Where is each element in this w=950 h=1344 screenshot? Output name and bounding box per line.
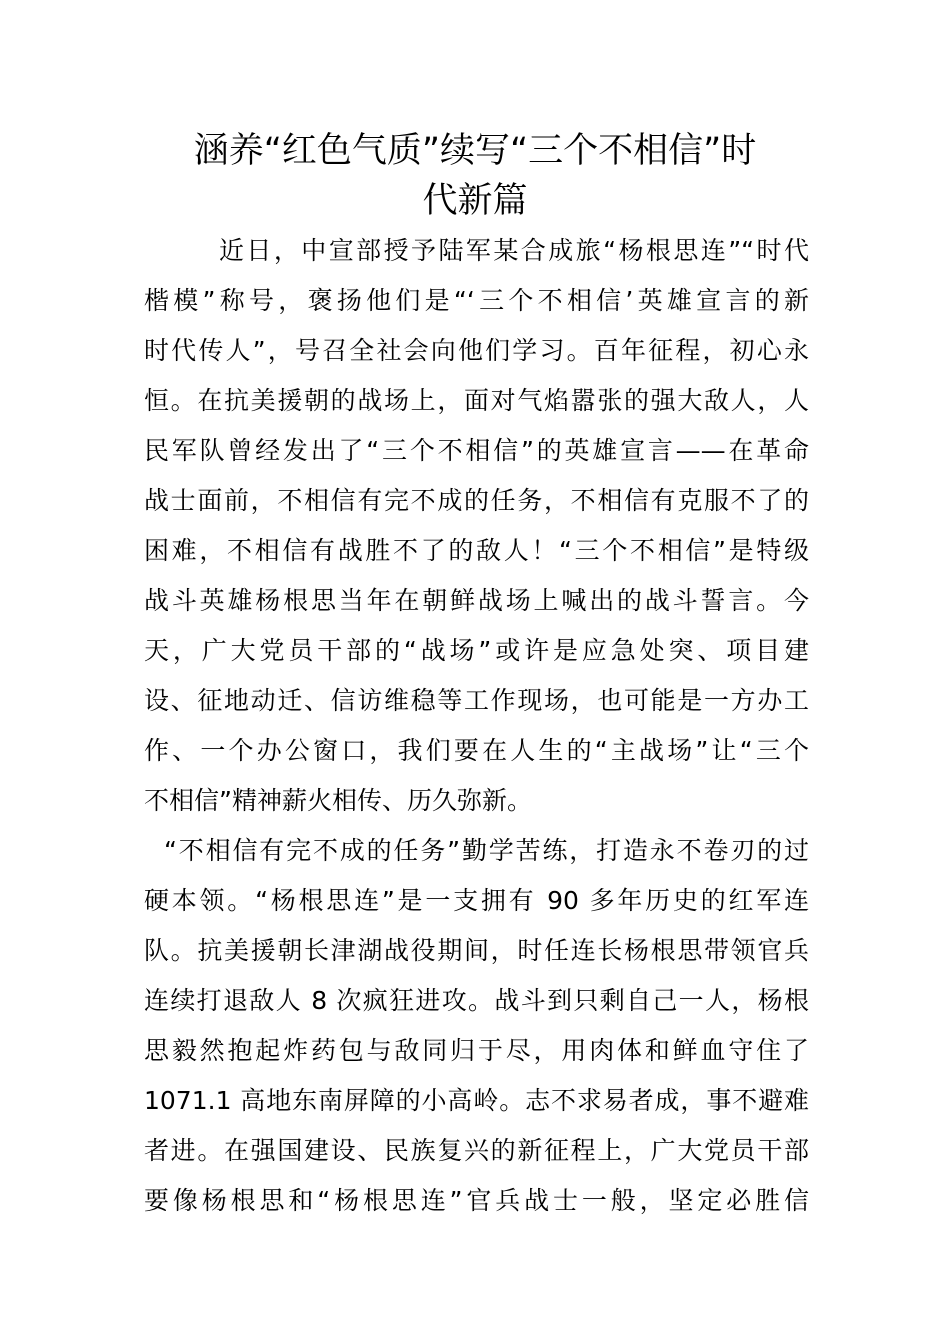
document-body [144,226,809,1226]
paragraph-1 [144,226,809,826]
text-line: 硬本领。“杨根思连”是一支拥有 90 多年历史的红军连 [144,886,809,915]
text-line: 者进。在强国建设、民族复兴的新征程上，广大党员干部 [144,1136,809,1165]
text-line: 天，广大党员干部的“战场”或许是应急处突、项目建 [144,636,809,665]
text-line: 连续打退敌人 8 次疯狂进攻。战斗到只剩自己一人，杨根 [144,986,809,1015]
text-line: 困难，不相信有战胜不了的敌人！“三个不相信”是特级 [144,536,809,565]
text-line: 要像杨根思和“杨根思连”官兵战士一般，坚定必胜信 [144,1186,809,1215]
text-line: 队。抗美援朝长津湖战役期间，时任连长杨根思带领官兵 [144,936,809,965]
text-line: 思毅然抱起炸药包与敌同归于尽，用肉体和鲜血守住了 [144,1036,809,1065]
text-line: 作、一个办公窗口，我们要在人生的“主战场”让“三个 [144,736,809,765]
text-line: 1071.1 高地东南屏障的小高岭。志不求易者成，事不避难 [144,1086,809,1115]
text-line: 民军队曾经发出了“三个不相信”的英雄宣言——在革命 [144,436,809,465]
document-title [140,126,810,226]
text-line: 恒。在抗美援朝的战场上，面对气焰嚣张的强大敌人，人 [144,386,809,415]
text-line: 楷模”称号，褒扬他们是“‘三个不相信’英雄宣言的新 [144,286,809,315]
title-line: 涵养“红色气质”续写“三个不相信”时 [193,131,757,171]
text-line: 战士面前，不相信有完不成的任务，不相信有克服不了的 [144,486,809,515]
text-line: 战斗英雄杨根思当年在朝鲜战场上喊出的战斗誓言。今 [144,586,809,615]
title-line: 代新篇 [422,181,528,221]
text-line: “不相信有完不成的任务”勤学苦练，打造永不卷刃的过 [164,836,809,865]
text-line: 不相信”精神薪火相传、历久弥新。 [144,786,532,815]
text-line: 时代传人”，号召全社会向他们学习。百年征程，初心永 [144,336,809,365]
text-line: 设、征地动迁、信访维稳等工作现场，也可能是一方办工 [144,686,809,715]
text-line: 近日，中宣部授予陆军某合成旅“杨根思连”“时代 [219,236,809,265]
paragraph-2 [144,826,809,1226]
